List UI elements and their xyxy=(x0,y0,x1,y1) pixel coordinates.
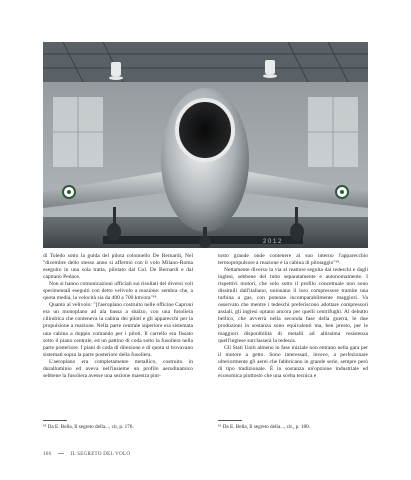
footnote-right: ¹⁹ Da E. Bella, Il segreto della..., cit., p. 180. xyxy=(218,424,310,430)
right-paragraph: Nettamente diverso la via al reattore seguita dai tedeschi e dagli inglesi, sebbene del tutto separatamente e autonomamente. I rispettivi motori, che solo sotto il profilo concettuale non sono dissimili dall'italiano, unionano il loro compressore tramite una turbina a gas, con potenze incomparabilmente maggiori. Va osservato che mentre i tedeschi preferiscono adottare compressori assiali, gli inglesi optano ancora per quelli centrifughi. Al debutto bellico, che avverrà nella seconda fase della guerra, le due produzioni in sostanza sono equivalenti ma, ben presto, per le maggiori disponibilità di metalli ad altissima resistenza quell'inglese surclasserà la tedesca. xyxy=(218,267,368,344)
footnote-rule-right xyxy=(218,420,242,421)
footnote-left: ¹⁸ Da E. Bella, Il segreto della..., cit, p. 176. xyxy=(43,424,134,430)
right-column xyxy=(218,253,368,380)
page-folio xyxy=(43,452,130,457)
right-paragraph: tosto grande onde contenere al suo interno l'apparecchio termopropulsore a reazione e la cabina di pilotaggio"¹⁹. xyxy=(218,253,368,267)
left-paragraph: L'aeroplano era completamente metallico, costruito in duralluminio ed aveva nell'insieme un profilo aerodinamico sebbene la fusoliera avesse una sezione maestra piut- xyxy=(43,358,193,379)
right-paragraph: Gli Stati Uniti almeno in fase iniziale non entrano nella gara per il motore a getto. Sono interessati, invece, a perfezionare ulteriormente gli aerei che fabbricano in grande serie, sempre però di tipo tradizionale. È in sostanza un'opzione industriale ed economica piuttosto che una scelta tecnica e xyxy=(218,344,368,379)
left-column xyxy=(43,253,193,380)
running-head: IL SEGRETO DEL VOLO xyxy=(70,452,131,457)
footnote-rule-left xyxy=(43,420,67,421)
left-paragraph: Quanto al velivolo: "[l'aeroplano costruito nelle officine Caproni era un monoplano ad ala bassa a sbalzo, con una fusoliera cilindrica che conteneva la cabina dei piloti e gli apparecchi per la propulsione a reazione. Nella parte centrale superiore era sistemata una cabina a doppio comando per i piloti. Il carrello era fissato sotto il piano centrale, ed un pattino di coda sotto la fusoliera nella parte posteriore. I piani di coda di direzione e di quota si trovavano sistemati sopra la parte posteriore della fusoliera. xyxy=(43,302,193,358)
photo-year-banner: 2 0 1 2 xyxy=(263,239,282,245)
folio-separator xyxy=(58,453,64,454)
left-paragraph: di Toledo sotto la guida del pilota colonnello De Bernardi, Nel "dicembre dello stesso anno si affermò con il volo Milano-Roma eseguito in una sola tratta, pilotato dal Col. De Bernardi e dal capitano Pedace. xyxy=(43,253,193,281)
page-number: 166 xyxy=(43,452,52,457)
jet-engine-nose-photo-icon xyxy=(43,42,368,248)
left-paragraph: Non si hanno comunicazioni ufficiali sui risultati dei diversi voli sperimentali eseguiti con detto velivolo a reazione: sembra che, a quota media, la velocità sia da 400 a 700 km/ora"¹⁸. xyxy=(43,281,193,302)
jet-nose-photo xyxy=(43,42,368,248)
